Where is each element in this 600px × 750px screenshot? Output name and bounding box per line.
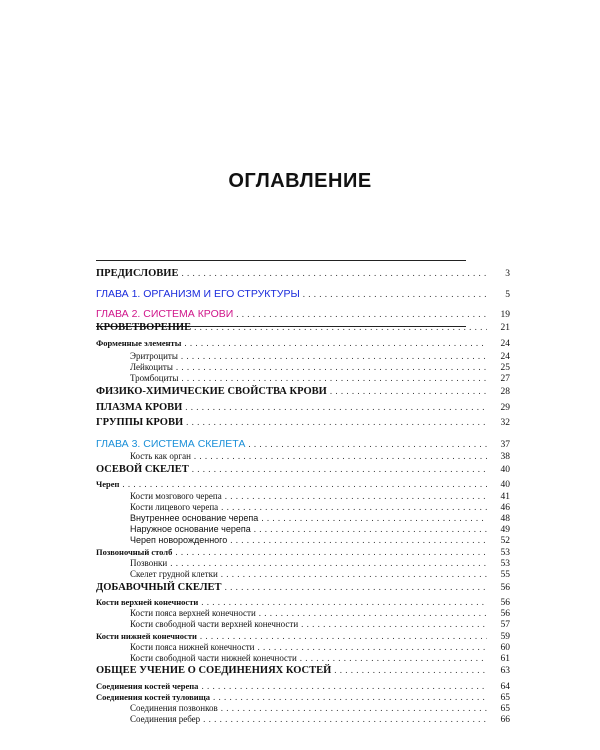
toc-entry-page: 64 — [500, 682, 510, 692]
toc-entry-page: 5 — [505, 290, 510, 300]
toc-entry-page: 65 — [500, 704, 510, 714]
toc-entry-page: 53 — [500, 559, 510, 569]
toc-entry-page: 57 — [500, 620, 510, 630]
toc-entry-page: 40 — [500, 480, 510, 490]
toc-entry-label: ГРУППЫ КРОВИ — [96, 417, 184, 428]
toc-entry-page: 27 — [500, 374, 510, 384]
toc-entry-page: 56 — [500, 598, 510, 608]
toc-entry-label: ГЛАВА 1. ОРГАНИЗМ И ЕГО СТРУКТУРЫ — [96, 288, 300, 300]
toc-entry-page: 37 — [500, 440, 510, 450]
toc-entry-page: 40 — [500, 465, 510, 475]
toc-entry-label: Позвонки — [130, 558, 168, 568]
toc-entry-label: Соединения ребер — [130, 714, 201, 724]
toc-entry-page: 25 — [500, 363, 510, 373]
toc-entry-label: Кости свободной части верхней конечности — [130, 619, 299, 629]
toc-entry-label: ФИЗИКО-ХИМИЧЕСКИЕ СВОЙСТВА КРОВИ — [96, 386, 327, 397]
toc-entry-page: 56 — [500, 609, 510, 619]
toc-entry-page: 38 — [500, 452, 510, 462]
leader-dots — [303, 284, 487, 302]
toc-entry-page: 66 — [500, 715, 510, 725]
toc-entry-label: Соединения костей черепа — [96, 681, 199, 691]
toc-entry[interactable] — [96, 412, 510, 430]
toc-entry[interactable] — [130, 709, 510, 727]
toc-entry-page: 46 — [500, 503, 510, 513]
toc-entry-label: ПЛАЗМА КРОВИ — [96, 402, 183, 413]
toc-entry-page: 32 — [500, 418, 510, 428]
toc-entry-label: ГЛАВА 3. СИСТЕМА СКЕЛЕТА — [96, 438, 246, 450]
toc-entry-page: 56 — [500, 583, 510, 593]
toc-entry-label: Кости лицевого черепа — [130, 502, 219, 512]
toc-entry-preface[interactable] — [96, 263, 510, 281]
toc-entry-label: Соединения костей туловища — [96, 692, 211, 702]
divider — [96, 260, 466, 261]
toc-entry-label: ДОБАВОЧНЫЙ СКЕЛЕТ — [96, 582, 222, 593]
toc-entry-page: 63 — [500, 666, 510, 676]
toc-entry-label: Кости пояса верхней конечности — [130, 608, 256, 618]
toc-entry-page: 55 — [500, 570, 510, 580]
page-title: ОГЛАВЛЕНИЕ — [228, 170, 372, 192]
leader-dots — [186, 412, 487, 430]
toc-entry-page: 65 — [500, 693, 510, 703]
toc-entry-label: ОСЕВОЙ СКЕЛЕТ — [96, 464, 189, 475]
toc-entry-page: 49 — [500, 525, 510, 535]
toc-entry-label: Кость как орган — [130, 451, 191, 461]
toc-entry-label: Череп новорожденного — [130, 535, 228, 545]
toc-entry-label: Внутреннее основание черепа — [130, 513, 259, 523]
toc-entry-label: Кости верхней конечности — [96, 597, 199, 607]
toc-entry-page: 61 — [500, 654, 510, 664]
toc-entry-page: 19 — [500, 310, 510, 320]
toc-entry-page: 28 — [500, 387, 510, 397]
toc-entry-label: ПРЕДИСЛОВИЕ — [96, 268, 179, 279]
toc-entry-page: 60 — [500, 643, 510, 653]
toc-entry-label: ГЛАВА 2. СИСТЕМА КРОВИ — [96, 308, 234, 320]
toc-entry-label: Череп — [96, 479, 120, 489]
toc-entry-page: 21 — [500, 323, 510, 333]
toc-entry-label: КРОВЕТВОРЕНИЕ — [96, 322, 192, 333]
toc-entry-label: ОБЩЕЕ УЧЕНИЕ О СОЕДИНЕНИЯХ КОСТЕЙ — [96, 665, 332, 676]
toc-entry-page: 3 — [505, 269, 510, 279]
toc-entry-page: 52 — [500, 536, 510, 546]
toc-entry-label: Наружное основание черепа — [130, 524, 251, 534]
toc-entry-label: Позвоночный столб — [96, 547, 173, 557]
toc-entry-page: 53 — [500, 548, 510, 558]
toc-entry-label: Кости мозгового черепа — [130, 491, 222, 501]
toc-entry-label: Скелет грудной клетки — [130, 569, 218, 579]
toc-entry-page: 59 — [500, 632, 510, 642]
toc-entry-label: Кости пояса нижней конечности — [130, 642, 255, 652]
toc-entry-page: 24 — [500, 339, 510, 349]
toc-entry-label: Тромбоциты — [130, 373, 179, 383]
toc-entry-label: Эритроциты — [130, 351, 178, 361]
toc-entry-page: 24 — [500, 352, 510, 362]
toc-entry-page: 48 — [500, 514, 510, 524]
toc-entry-label: Кости свободной части нижней конечности — [130, 653, 297, 663]
toc-entry-label: Кости нижней конечности — [96, 631, 197, 641]
toc-entry-page: 41 — [500, 492, 510, 502]
toc-entry-chapter-1[interactable] — [96, 284, 510, 302]
toc-entry-label: Лейкоциты — [130, 362, 173, 372]
toc-entry-label: Соединения позвонков — [130, 703, 218, 713]
leader-dots — [181, 263, 487, 281]
toc-entry-label: Форменные элементы — [96, 338, 182, 348]
leader-dots — [203, 709, 487, 727]
toc-entry-page: 29 — [500, 403, 510, 413]
